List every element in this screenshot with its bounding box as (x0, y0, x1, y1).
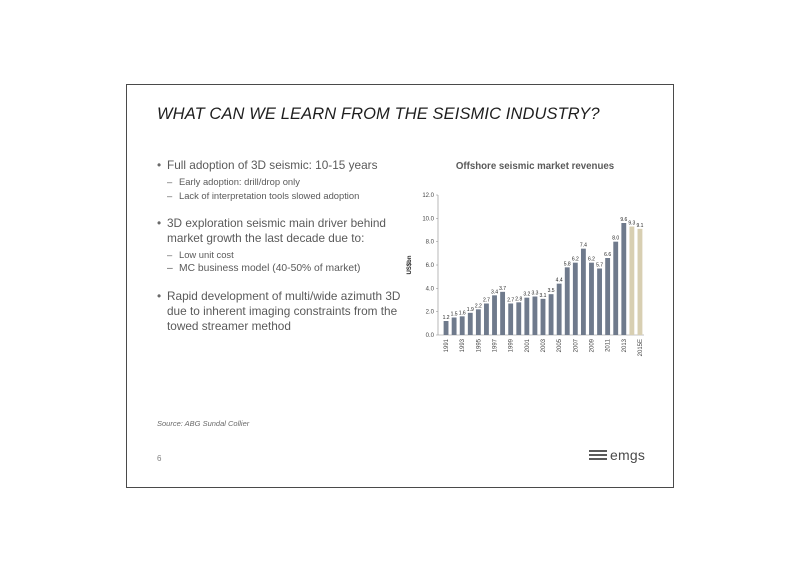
bar (532, 297, 537, 336)
x-tick-label: 2001 (524, 339, 531, 353)
data-label: 3.4 (491, 289, 498, 296)
bar (597, 269, 602, 336)
data-label: 2.7 (507, 297, 515, 304)
data-label: 5.8 (563, 261, 571, 268)
bar (613, 242, 618, 335)
sub-bullet-item: – Early adoption: drill/drop only (157, 175, 419, 189)
bar (516, 302, 521, 335)
x-tick-label: 1997 (492, 339, 499, 353)
emgs-logo (589, 447, 645, 463)
data-label: 1.5 (450, 311, 458, 318)
bullet-list (157, 158, 419, 334)
slide (126, 84, 674, 488)
y-tick-label: 10.0 (422, 216, 434, 223)
bar (452, 318, 457, 336)
data-label: 2.2 (474, 303, 482, 310)
bar (621, 223, 626, 335)
x-tick-label: 1995 (476, 339, 483, 353)
slide-title: WHAT CAN WE LEARN FROM THE SEISMIC INDUSTRY? (157, 105, 600, 123)
data-label: 3.7 (499, 285, 507, 292)
data-label: 2.7 (482, 297, 490, 304)
logo-mark-icon (589, 449, 607, 461)
x-tick-label: 1993 (460, 339, 467, 353)
sub-bullet-item: – Lack of interpretation tools slowed adoption (157, 189, 419, 203)
y-tick-label: 4.0 (425, 286, 434, 293)
data-label: 3.2 (523, 291, 531, 298)
data-label: 4.4 (555, 277, 563, 284)
bar (468, 313, 473, 335)
data-label: 7.4 (579, 242, 587, 249)
y-tick-label: 8.0 (425, 239, 434, 246)
data-label: 1.2 (442, 315, 450, 321)
x-tick-label: 2013 (621, 339, 628, 353)
bar (565, 267, 570, 335)
data-label: 3.3 (531, 290, 539, 297)
source-note: Source: ABG Sundal Collier (157, 419, 250, 428)
data-label: 1.6 (458, 310, 466, 317)
x-tick-label: 2007 (573, 339, 580, 353)
data-label: 9.3 (628, 220, 636, 227)
bar-estimate (629, 227, 634, 336)
bar (500, 292, 505, 335)
data-label: 6.2 (588, 256, 595, 263)
revenue-bar-chart (392, 183, 662, 373)
y-tick-label: 12.0 (422, 193, 434, 199)
x-tick-label: 2011 (605, 339, 612, 352)
data-label: 6.6 (604, 252, 612, 258)
sub-bullet-item: – Low unit cost (157, 248, 419, 262)
bar (492, 295, 497, 335)
data-label: 5.7 (596, 262, 604, 269)
y-tick-label: 0.0 (425, 333, 434, 339)
data-label: 6.2 (571, 256, 579, 263)
bar (508, 304, 513, 336)
bar (444, 321, 449, 335)
data-label: 3.5 (547, 288, 555, 295)
x-tick-label: 2003 (541, 339, 547, 353)
bullet-item: • Rapid development of multi/wide azimuth 3D due to inherent imaging constraints from the towed streamer method (157, 289, 419, 334)
data-label: 1.9 (466, 306, 474, 313)
y-tick-label: 2.0 (425, 309, 434, 316)
logo-text: emgs (610, 447, 646, 463)
bullet-item: • Full adoption of 3D seismic: 10-15 years (157, 158, 419, 173)
page-number: 6 (157, 454, 162, 463)
bar (460, 316, 465, 335)
x-tick-label: 1991 (444, 339, 451, 353)
x-tick-label: 2015E (637, 339, 644, 357)
bar (557, 284, 562, 335)
bar (476, 309, 481, 335)
bar (524, 298, 529, 335)
bar (484, 304, 489, 336)
bar (549, 294, 554, 335)
x-tick-label: 2005 (557, 339, 564, 353)
bar (589, 263, 594, 335)
sub-bullet-item: – MC business model (40-50% of market) (157, 262, 419, 276)
data-label: 9.1 (636, 222, 644, 229)
data-label: 9.6 (620, 217, 628, 223)
data-label: 8.0 (612, 235, 620, 242)
x-tick-label: 2009 (589, 339, 596, 353)
bar (605, 258, 610, 335)
bar (581, 249, 586, 335)
data-label: 3.1 (539, 292, 547, 299)
bar (541, 299, 546, 335)
bullet-item: • 3D exploration seismic main driver behind market growth the last decade due to: (157, 216, 419, 246)
y-axis-label: US$bn (407, 255, 413, 275)
y-tick-label: 6.0 (425, 263, 434, 269)
chart-title: Offshore seismic market revenues (455, 161, 615, 172)
bar (573, 263, 578, 335)
x-tick-label: 1999 (508, 339, 515, 353)
bar-estimate (638, 229, 643, 335)
data-label: 2.8 (515, 296, 523, 303)
